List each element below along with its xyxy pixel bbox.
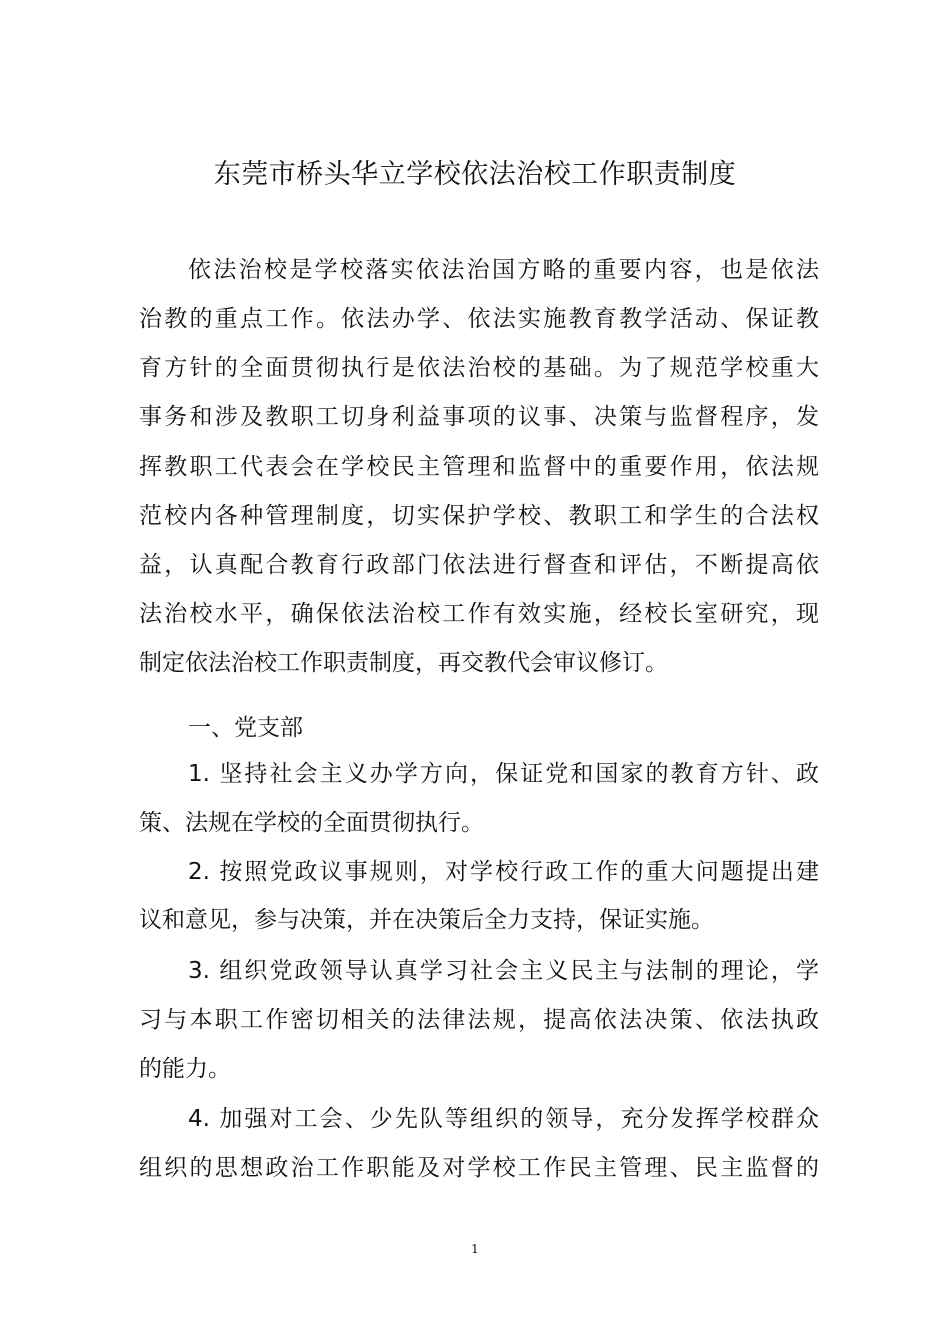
intro-line: 事务和涉及教职工切身利益事项的议事、决策与监督程序，发 — [139, 404, 819, 430]
section-heading: 一、党支部 — [188, 715, 303, 741]
document-title: 东莞市桥头华立学校依法治校工作职责制度 — [213, 159, 737, 190]
intro-line: 育方针的全面贯彻执行是依法治校的基础。为了规范学校重大 — [139, 355, 819, 381]
item-line: 3. 组织党政领导认真学习社会主义民主与法制的理论，学 — [188, 958, 819, 984]
intro-line: 法治校水平，确保依法治校工作有效实施，经校长室研究，现 — [139, 601, 819, 627]
item-line: 4. 加强对工会、少先队等组织的领导，充分发挥学校群众 — [188, 1106, 819, 1132]
intro-line: 范校内各种管理制度，切实保护学校、教职工和学生的合法权 — [139, 503, 819, 529]
intro-line: 挥教职工代表会在学校民主管理和监督中的重要作用，依法规 — [139, 454, 819, 480]
item-line: 议和意见，参与决策，并在决策后全力支持，保证实施。 — [139, 907, 714, 933]
item-line: 习与本职工作密切相关的法律法规，提高依法决策、依法执政 — [139, 1007, 819, 1033]
intro-line: 益，认真配合教育行政部门依法进行督查和评估，不断提高依 — [139, 552, 819, 578]
item-line: 2. 按照党政议事规则，对学校行政工作的重大问题提出建 — [188, 859, 819, 885]
page-number: 1 — [471, 1242, 479, 1256]
intro-line: 依法治校是学校落实依法治国方略的重要内容，也是依法 — [188, 257, 819, 283]
intro-line: 制定依法治校工作职责制度，再交教代会审议修订。 — [139, 650, 668, 676]
item-line: 1. 坚持社会主义办学方向，保证党和国家的教育方针、政 — [188, 761, 819, 787]
item-line: 组织的思想政治工作职能及对学校工作民主管理、民主监督的 — [139, 1155, 819, 1181]
intro-line: 治教的重点工作。依法办学、依法实施教育教学活动、保证教 — [139, 306, 819, 332]
item-line: 策、法规在学校的全面贯彻执行。 — [139, 810, 484, 836]
item-line: 的能力。 — [139, 1056, 231, 1082]
